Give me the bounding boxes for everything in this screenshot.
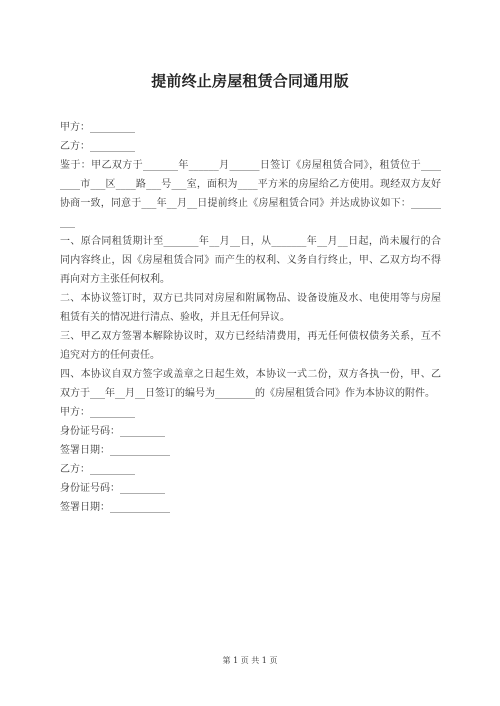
signature-id-number: 身份证号码：_________ <box>60 426 165 437</box>
party-a-line: 甲方：_________ <box>60 122 135 133</box>
recital-line: ___ <box>60 217 75 228</box>
signature-block-party-b <box>60 460 441 517</box>
recital-paragraph <box>60 156 441 232</box>
signature-id-number: 身份证号码：_________ <box>60 483 165 494</box>
clause-line: 二、本协议签订时，双方已共同对房屋和附属物品、设备设施及水、电使用等与房屋 <box>60 293 441 304</box>
clause-line: 再向对方主张任何权利。 <box>60 274 170 285</box>
clause-line: 四、本协议自双方签字或盖章之日起生效，本协议一式二份，双方各执一份，甲、乙 <box>60 369 441 380</box>
document-title: 提前终止房屋租赁合同通用版 <box>151 72 349 90</box>
page-number: 第 1 页 共 1 页 <box>222 656 278 665</box>
party-b-line: 乙方：_________ <box>60 141 135 152</box>
clause-3 <box>60 327 441 365</box>
signature-name: 甲方：_________ <box>60 407 135 418</box>
signature-date: 签署日期：____________ <box>60 445 170 456</box>
clause-line: 三、甲乙双方签署本解除协议时，双方已经结清费用，再无任何债权债务关系，互不 <box>60 331 441 342</box>
recital-line: 协商一致，同意于___年__月__日提前终止《房屋租赁合同》并达成协议如下：______ <box>60 198 441 209</box>
clause-1 <box>60 232 441 289</box>
clause-line: 租赁有关的情况进行清点、验收，并且无任何异议。 <box>60 312 290 323</box>
clause-4 <box>60 365 441 403</box>
signature-block-party-a <box>60 403 441 460</box>
clause-line: 同内容终止，因《房屋租赁合同》而产生的权利、义务自行终止，甲、乙双方均不得 <box>60 255 441 266</box>
recital-line: 鉴于：甲乙双方于_______年______月______日签订《房屋租赁合同》，租赁位于____ <box>60 160 441 171</box>
signature-name: 乙方：_________ <box>60 464 135 475</box>
recital-line: ____市___区____路___号___室，面积为____平方米的房屋给乙方使用。现经双方友好 <box>60 179 441 190</box>
document-body <box>60 118 441 517</box>
signature-date: 签署日期：____________ <box>60 502 170 513</box>
clause-2 <box>60 289 441 327</box>
clause-line: 双方于___年__月__日签订的编号为________的《房屋租赁合同》作为本协议的附件。 <box>60 388 435 399</box>
clause-line: 一、原合同租赁期计至_______年__月__日，从_______年__月__日起，尚未履行的合 <box>60 236 441 247</box>
clause-line: 追究对方的任何责任。 <box>60 350 160 361</box>
